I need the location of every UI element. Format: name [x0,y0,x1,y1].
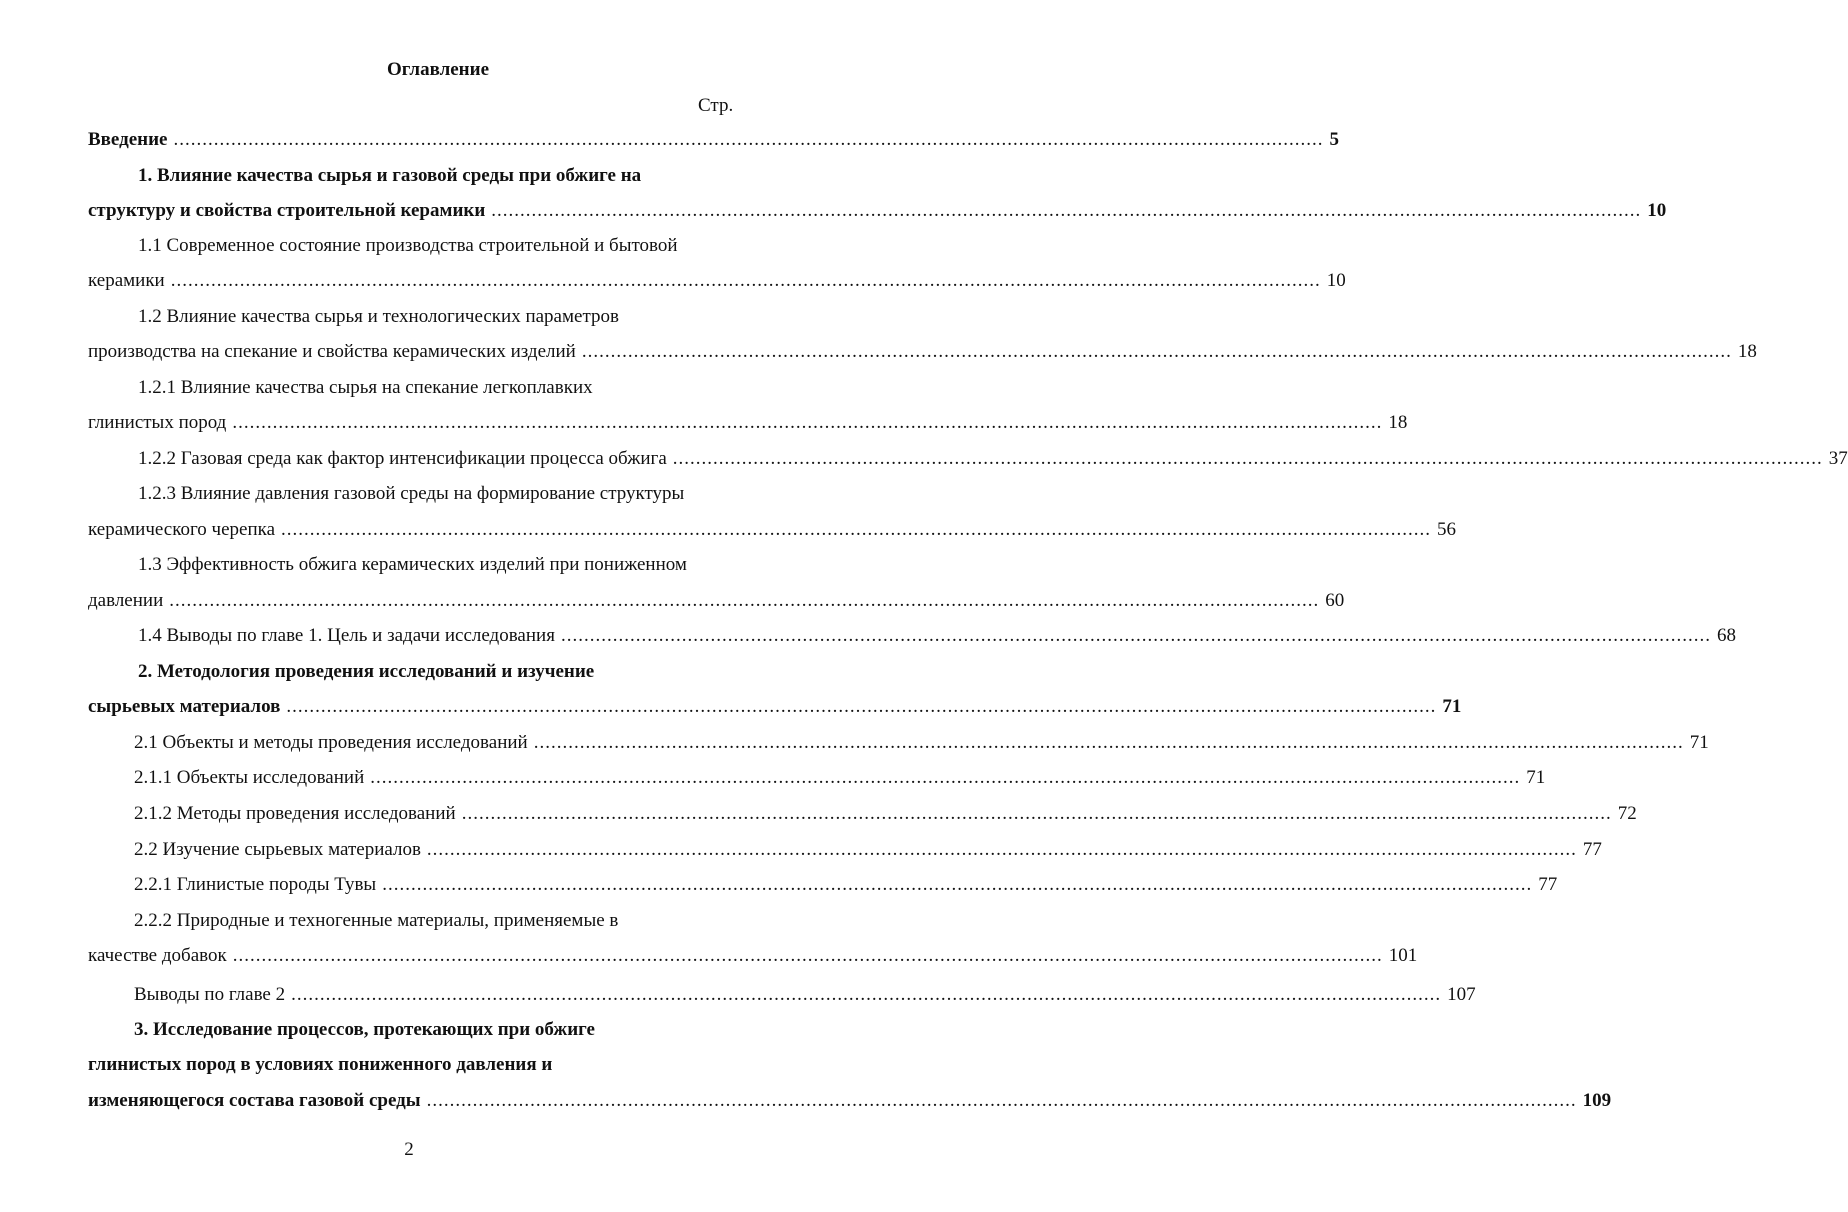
toc-entry-text: 1.2.2 Газовая среда как фактор интенсификации процесса обжига [138,448,667,469]
toc-entry[interactable] [88,589,1345,613]
toc-leader-dots: ........................................................................................................................................................................................................ [581,341,1732,362]
toc-entry-page: 56 [1437,519,1457,540]
toc-entry[interactable] [88,411,1408,435]
toc-entry[interactable] [88,518,1457,542]
toc-leader-dots: ........................................................................................................................................................................................................ [281,519,1432,540]
toc-entry[interactable] [134,983,1476,1007]
toc-entry-text: глинистых пород [88,412,227,433]
toc-entry-text: сырьевых материалов [88,696,281,717]
toc-entry[interactable] [134,873,1558,897]
toc-entry-page: 60 [1325,590,1345,611]
toc-entry-page: 5 [1329,129,1339,150]
toc-entry[interactable] [88,128,1339,152]
toc-entry-page: 18 [1737,341,1757,362]
toc-leader-dots: ........................................................................................................................................................................................................ [169,590,1320,611]
toc-entry[interactable] [134,802,1637,826]
toc-entry-text: 2.2.1 Глинистые породы Тувы [134,874,377,895]
toc-entry-text: 1.2.3 Влияние давления газовой среды на формирование структуры [138,483,685,504]
toc-entry-page: 71 [1526,767,1546,788]
toc-entry-text: 2. Методология проведения исследований и изучение [138,661,595,682]
toc-entry[interactable] [134,766,1546,790]
toc-entry-page: 71 [1689,732,1709,753]
toc-leader-dots: ........................................................................................................................................................................................................ [370,767,1521,788]
toc-entry-page: 77 [1582,839,1602,860]
toc-entry-text: 2.1.1 Объекты исследований [134,767,365,788]
toc-entry[interactable] [138,660,594,684]
toc-entry-page: 10 [1647,200,1667,221]
page-title: Оглавление [386,59,490,80]
toc-entry-page: 72 [1617,803,1637,824]
toc-entry-text: изменяющегося состава газовой среды [88,1090,421,1111]
toc-entry[interactable] [134,909,618,933]
toc-leader-dots: ........................................................................................................................................................................................................ [672,448,1823,469]
toc-entry-page: 77 [1538,874,1558,895]
toc-leader-dots: ........................................................................................................................................................................................................ [173,129,1324,150]
toc-entry[interactable] [88,269,1346,293]
toc-entry-text: глинистых пород в условиях пониженного давления и [88,1054,553,1075]
toc-leader-dots: ........................................................................................................................................................................................................ [291,984,1442,1005]
page-number: 2 [404,1139,414,1160]
toc-entry[interactable] [138,376,593,400]
toc-entry[interactable] [138,482,684,506]
toc-entry-text: 1.4 Выводы по главе 1. Цель и задачи исследования [138,625,555,646]
toc-entry-text: 3. Исследование процессов, протекающих при обжиге [134,1019,595,1040]
toc-leader-dots: ........................................................................................................................................................................................................ [533,732,1684,753]
toc-entry[interactable] [138,234,678,258]
toc-entry-text: структуру и свойства строительной керамики [88,200,486,221]
page-column-label: Стр. [698,95,734,116]
toc-entry-text: Введение [88,129,168,150]
toc-entry-text: 2.1.2 Методы проведения исследований [134,803,456,824]
toc-entry-text: давлении [88,590,164,611]
toc-entry-page: 18 [1388,412,1408,433]
toc-entry-text: 1.3 Эффективность обжига керамических изделий при пониженном [138,554,687,575]
toc-entry-text: керамического черепка [88,519,276,540]
toc-entry-text: 2.2.2 Природные и техногенные материалы, применяемые в [134,910,619,931]
toc-leader-dots: ........................................................................................................................................................................................................ [426,1090,1577,1111]
toc-entry-text: 1.2 Влияние качества сырья и технологических параметров [138,306,619,327]
toc-entry-page: 107 [1447,984,1476,1005]
toc-leader-dots: ........................................................................................................................................................................................................ [426,839,1577,860]
toc-leader-dots: ........................................................................................................................................................................................................ [461,803,1612,824]
toc-entry-text: 2.1 Объекты и методы проведения исследований [134,732,528,753]
toc-entry-page: 68 [1716,625,1736,646]
toc-entry[interactable] [138,305,619,329]
toc-entry-text: керамики [88,270,165,291]
toc-entry-text: Выводы по главе 2 [134,984,286,1005]
toc-leader-dots: ........................................................................................................................................................................................................ [491,200,1642,221]
toc-entry-page: 109 [1582,1090,1612,1111]
toc-entry[interactable] [88,1053,552,1077]
toc-entry-text: 2.2 Изучение сырьевых материалов [134,839,421,860]
toc-entry-text: 1.1 Современное состояние производства строительной и бытовой [138,235,678,256]
toc-entry-text: 1.2.1 Влияние качества сырья на спекание легкоплавких [138,377,593,398]
toc-entry[interactable] [134,731,1709,755]
toc-entry[interactable] [88,199,1667,223]
toc-leader-dots: ........................................................................................................................................................................................................ [170,270,1321,291]
toc-entry[interactable] [138,447,1848,471]
toc-entry[interactable] [138,624,1736,648]
toc-leader-dots: ........................................................................................................................................................................................................ [382,874,1533,895]
toc-leader-dots: ........................................................................................................................................................................................................ [232,945,1383,966]
toc-entry-page: 37 [1828,448,1848,469]
toc-entry-page: 101 [1388,945,1418,966]
toc-entry[interactable] [88,695,1462,719]
toc-leader-dots: ........................................................................................................................................................................................................ [560,625,1711,646]
toc-entry[interactable] [88,340,1757,364]
toc-entry-page: 71 [1442,696,1462,717]
toc-entry[interactable] [134,1018,595,1042]
toc-leader-dots: ........................................................................................................................................................................................................ [286,696,1437,717]
toc-entry[interactable] [88,1089,1612,1113]
toc-entry-text: производства на спекание и свойства керамических изделий [88,341,576,362]
toc-entry[interactable] [88,944,1418,968]
toc-entry-text: 1. Влияние качества сырья и газовой среды при обжиге на [138,165,642,186]
toc-entry-text: качестве добавок [88,945,227,966]
toc-entry[interactable] [138,164,641,188]
toc-entry[interactable] [138,553,687,577]
toc-leader-dots: ........................................................................................................................................................................................................ [232,412,1383,433]
toc-entry[interactable] [134,838,1602,862]
toc-entry-page: 10 [1326,270,1346,291]
